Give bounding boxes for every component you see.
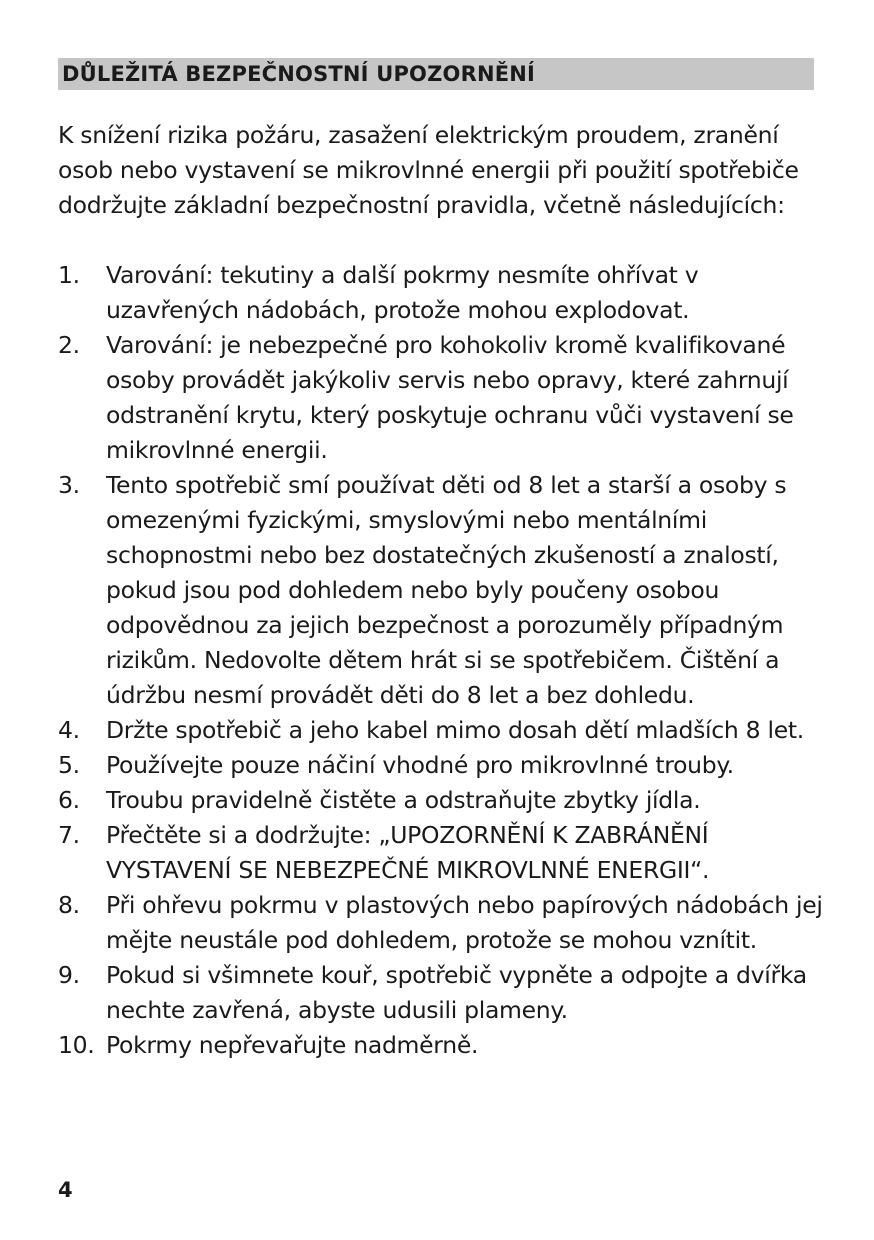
list-item-text: Používejte pouze náčiní vhodné pro mikrovlnné trouby. — [106, 751, 734, 779]
list-item-number: 8. — [58, 891, 80, 919]
list-item-text: Pokrmy nepřevařujte nadměrně. — [106, 1031, 479, 1059]
list-item-number: 10. — [58, 1031, 95, 1059]
list-item — [58, 888, 828, 958]
list-item — [58, 258, 828, 328]
section-heading: DŮLEŽITÁ BEZPEČNOSTNÍ UPOZORNĚNÍ — [62, 62, 536, 86]
list-item — [58, 748, 828, 783]
list-item-number: 7. — [58, 821, 80, 849]
safety-instructions-list — [58, 258, 828, 1063]
list-item-number: 9. — [58, 961, 80, 989]
list-item-number: 2. — [58, 331, 80, 359]
page-number: 4 — [58, 1178, 73, 1202]
list-item — [58, 468, 828, 713]
list-item-text: Pokud si všimnete kouř, spotřebič vypněte a odpojte a dvířka nechte zavřená, abyste udusili plameny. — [106, 961, 807, 1024]
list-item-number: 5. — [58, 751, 80, 779]
list-item-text: Při ohřevu pokrmu v plastových nebo papírových nádobách jej mějte neustále pod dohledem, protože se mohou vznítit. — [106, 891, 823, 954]
list-item-number: 4. — [58, 716, 80, 744]
list-item — [58, 958, 828, 1028]
list-item-text: Varování: tekutiny a další pokrmy nesmíte ohřívat v uzavřených nádobách, protože mohou explodovat. — [106, 261, 699, 324]
list-item — [58, 713, 828, 748]
list-item-text: Troubu pravidelně čistěte a odstraňujte zbytky jídla. — [106, 786, 701, 814]
list-item — [58, 1028, 828, 1063]
list-item-text: Varování: je nebezpečné pro kohokoliv kromě kvalifikované osoby provádět jakýkoliv servis nebo opravy, které zahrnují odstranění krytu, který poskytuje ochranu vůči vystavení se mikrovlnné energii. — [106, 331, 794, 464]
list-item — [58, 328, 828, 468]
list-item — [58, 818, 828, 888]
section-heading-bar — [58, 58, 814, 90]
list-item-text: Tento spotřebič smí používat děti od 8 let a starší a osoby s omezenými fyzickými, smyslovými nebo mentálními schopnostmi nebo bez dostatečných zkušeností a znalostí, pokud jsou pod dohledem nebo byly poučeny osobou odpovědnou za jejich bezpečnost a porozuměly případným rizikům. Nedovolte dětem hrát si se spotřebičem. Čištění a údržbu nesmí provádět děti do 8 let a bez dohledu. — [106, 471, 787, 709]
list-item-text: Přečtěte si a dodržujte: „UPOZORNĚNÍ K ZABRÁNĚNÍ VYSTAVENÍ SE NEBEZPEČNÉ MIKROVLNNÉ ENERGII“. — [106, 821, 710, 884]
list-item-number: 1. — [58, 261, 80, 289]
list-item — [58, 783, 828, 818]
list-item-number: 6. — [58, 786, 80, 814]
list-item-text: Držte spotřebič a jeho kabel mimo dosah dětí mladších 8 let. — [106, 716, 804, 744]
list-item-number: 3. — [58, 471, 80, 499]
intro-paragraph: K snížení rizika požáru, zasažení elektrickým proudem, zranění osob nebo vystavení se mikrovlnné energii při použití spotřebiče dodržujte základní bezpečnostní pravidla, včetně následujících: — [58, 121, 799, 219]
